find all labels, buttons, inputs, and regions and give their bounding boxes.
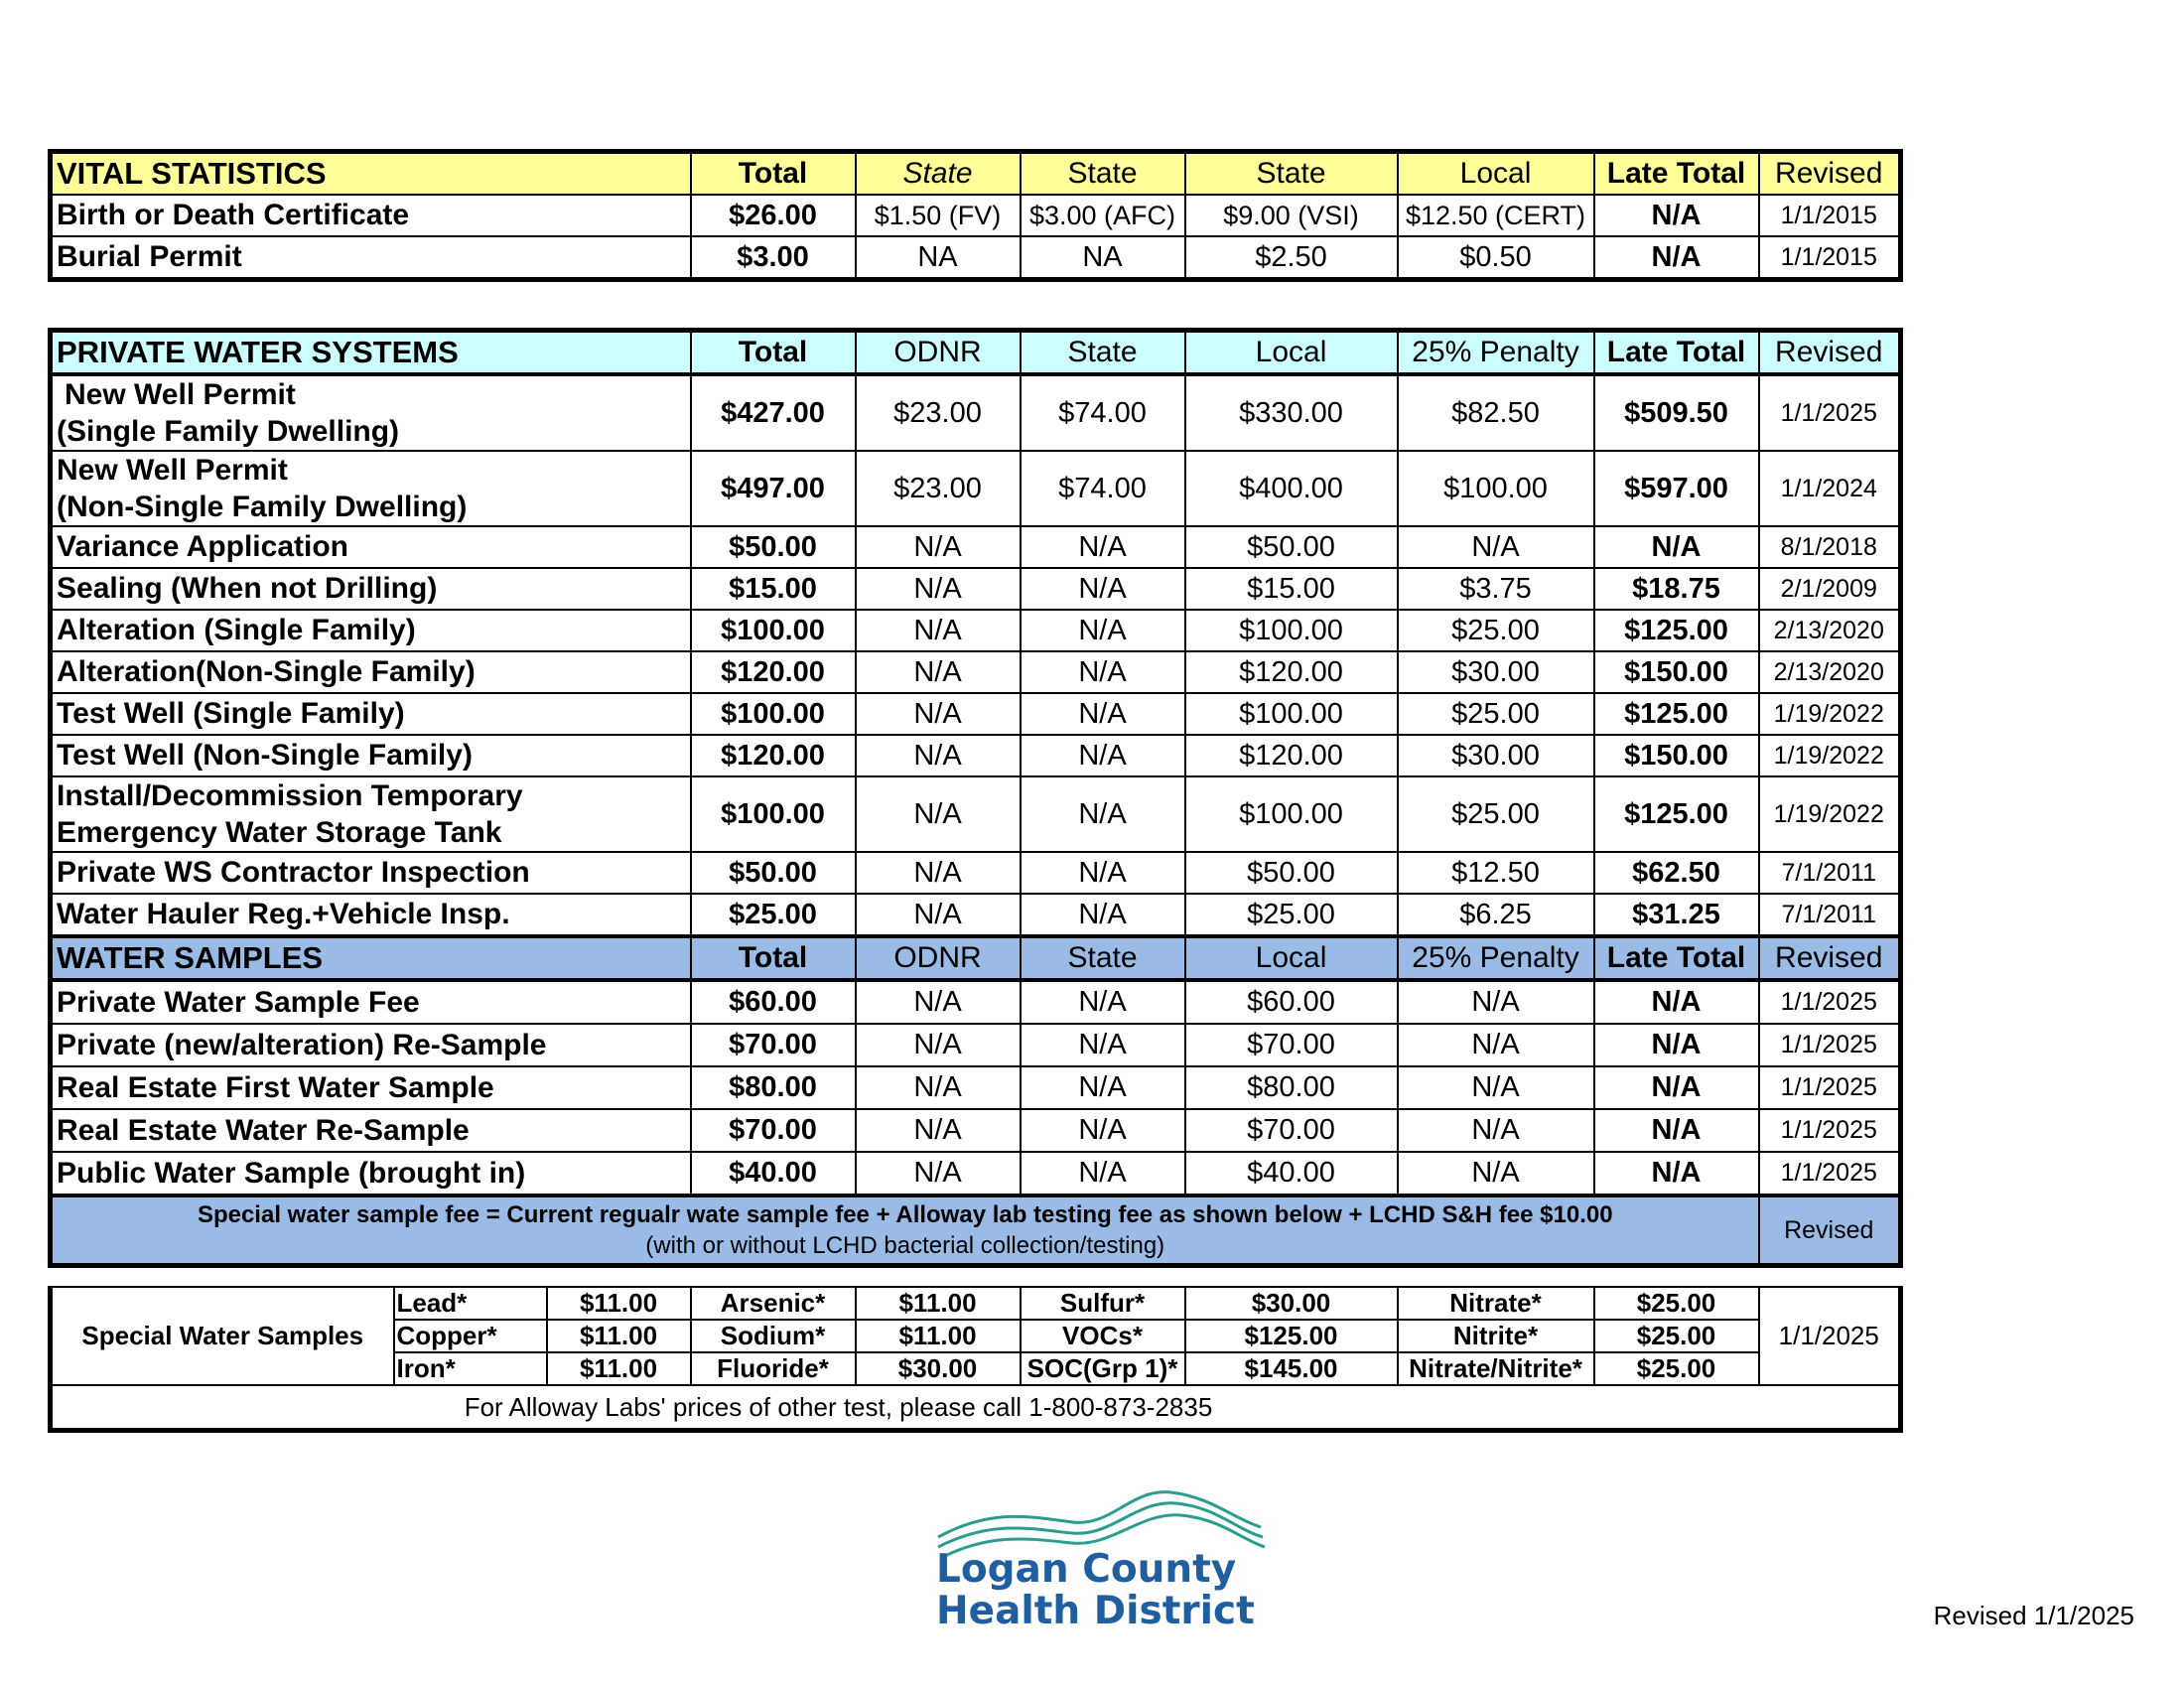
test-name: SOC(Grp 1)* <box>1021 1352 1185 1385</box>
cell-penalty: $25.00 <box>1398 693 1594 735</box>
cell-total: $497.00 <box>691 451 856 526</box>
header-state: State <box>1021 152 1185 196</box>
cell-penalty: $3.75 <box>1398 568 1594 610</box>
cell-odnr: N/A <box>856 693 1021 735</box>
alloway-note-row <box>51 1385 1901 1431</box>
table-row <box>51 693 1901 735</box>
cell-total: $70.00 <box>691 1109 856 1152</box>
header-state: State <box>856 152 1021 196</box>
cell-local: $70.00 <box>1185 1024 1398 1066</box>
cell-late-total: N/A <box>1594 195 1759 236</box>
header-state: State <box>1021 936 1185 980</box>
special-revised-label: Revised <box>1759 1196 1901 1266</box>
cell-date: 1/19/2022 <box>1759 693 1901 735</box>
cell-date: 2/13/2020 <box>1759 610 1901 651</box>
cell-state: N/A <box>1021 693 1185 735</box>
cell-local: $60.00 <box>1185 980 1398 1024</box>
cell-total: $427.00 <box>691 374 856 451</box>
test-name: Copper* <box>394 1320 547 1352</box>
table-row <box>51 651 1901 693</box>
cell-state: N/A <box>1021 651 1185 693</box>
private-water-systems-table <box>48 328 1903 1268</box>
cell-late-total: $125.00 <box>1594 610 1759 651</box>
cell-state: N/A <box>1021 894 1185 936</box>
test-price: $145.00 <box>1185 1352 1398 1385</box>
cell-late-total: N/A <box>1594 1066 1759 1109</box>
row-name-line2: (Non-Single Family Dwelling) <box>57 491 468 523</box>
test-name: Nitrate* <box>1398 1287 1594 1320</box>
test-price: $11.00 <box>547 1352 691 1385</box>
logo-line2: Health District <box>936 1589 1255 1633</box>
cell-total: $15.00 <box>691 568 856 610</box>
cell-date: 1/1/2025 <box>1759 1024 1901 1066</box>
cell-late-total: N/A <box>1594 1109 1759 1152</box>
cell-local: $100.00 <box>1185 693 1398 735</box>
cell-value: $2.50 <box>1185 236 1398 280</box>
test-name: Nitrate/Nitrite* <box>1398 1352 1594 1385</box>
logo-text <box>936 1549 1255 1632</box>
cell-state: N/A <box>1021 526 1185 568</box>
header-late-total: Late Total <box>1594 152 1759 196</box>
alloway-labs-note: For Alloway Labs' prices of other test, please call 1-800-873-2835 <box>51 1385 1901 1431</box>
table-row <box>51 980 1901 1024</box>
cell-late-total: N/A <box>1594 236 1759 280</box>
row-name <box>51 451 691 526</box>
cell-state: N/A <box>1021 852 1185 894</box>
cell-local: $120.00 <box>1185 651 1398 693</box>
row-name: Sealing (When not Drilling) <box>51 568 691 610</box>
cell-odnr: N/A <box>856 651 1021 693</box>
cell-date: 1/1/2015 <box>1759 195 1901 236</box>
test-name: Nitrite* <box>1398 1320 1594 1352</box>
row-name: Alteration(Non-Single Family) <box>51 651 691 693</box>
table-row <box>51 568 1901 610</box>
test-name: VOCs* <box>1021 1320 1185 1352</box>
cell-penalty: $30.00 <box>1398 651 1594 693</box>
cell-total: $26.00 <box>691 195 856 236</box>
cell-date: 1/1/2025 <box>1759 1109 1901 1152</box>
cell-late-total: $150.00 <box>1594 651 1759 693</box>
cell-value: NA <box>1021 236 1185 280</box>
vital-header-row <box>51 152 1901 196</box>
cell-total: $80.00 <box>691 1066 856 1109</box>
cell-local: $100.00 <box>1185 776 1398 852</box>
row-name <box>51 776 691 852</box>
cell-state: $74.00 <box>1021 451 1185 526</box>
test-price: $125.00 <box>1185 1320 1398 1352</box>
header-late-total: Late Total <box>1594 936 1759 980</box>
cell-local: $80.00 <box>1185 1066 1398 1109</box>
header-revised: Revised <box>1759 152 1901 196</box>
cell-odnr: N/A <box>856 776 1021 852</box>
header-state: State <box>1185 152 1398 196</box>
cell-date: 1/1/2025 <box>1759 1152 1901 1196</box>
table-row <box>51 236 1901 280</box>
cell-late-total: $125.00 <box>1594 693 1759 735</box>
cell-date: 1/1/2025 <box>1759 1066 1901 1109</box>
test-name: Fluoride* <box>691 1352 856 1385</box>
cell-odnr: N/A <box>856 526 1021 568</box>
cell-value: NA <box>856 236 1021 280</box>
cell-local: $400.00 <box>1185 451 1398 526</box>
cell-late-total: $18.75 <box>1594 568 1759 610</box>
row-name <box>51 374 691 451</box>
header-odnr: ODNR <box>856 331 1021 375</box>
pws-header-row <box>51 331 1901 375</box>
row-name: Real Estate First Water Sample <box>51 1066 691 1109</box>
pws-title: PRIVATE WATER SYSTEMS <box>51 331 691 375</box>
logo-line1: Logan County <box>936 1547 1237 1592</box>
test-name: Iron* <box>394 1352 547 1385</box>
cell-date: 1/1/2024 <box>1759 451 1901 526</box>
cell-penalty: $6.25 <box>1398 894 1594 936</box>
cell-state: N/A <box>1021 1152 1185 1196</box>
row-name: Private Water Sample Fee <box>51 980 691 1024</box>
cell-date: 1/19/2022 <box>1759 735 1901 776</box>
cell-date: 7/1/2011 <box>1759 852 1901 894</box>
row-name: Variance Application <box>51 526 691 568</box>
cell-total: $25.00 <box>691 894 856 936</box>
cell-late-total: N/A <box>1594 526 1759 568</box>
cell-state: N/A <box>1021 1024 1185 1066</box>
header-total: Total <box>691 152 856 196</box>
header-local: Local <box>1185 936 1398 980</box>
test-price: $11.00 <box>547 1320 691 1352</box>
row-name: Real Estate Water Re-Sample <box>51 1109 691 1152</box>
cell-state: N/A <box>1021 568 1185 610</box>
cell-total: $70.00 <box>691 1024 856 1066</box>
table-row <box>51 894 1901 936</box>
water-samples-title: WATER SAMPLES <box>51 936 691 980</box>
table-row <box>51 195 1901 236</box>
table-row <box>51 610 1901 651</box>
cell-local: $100.00 <box>1185 610 1398 651</box>
cell-local: $50.00 <box>1185 526 1398 568</box>
row-name: Alteration (Single Family) <box>51 610 691 651</box>
table-row <box>51 776 1901 852</box>
cell-late-total: $125.00 <box>1594 776 1759 852</box>
cell-state: N/A <box>1021 1066 1185 1109</box>
cell-state: N/A <box>1021 735 1185 776</box>
cell-odnr: $23.00 <box>856 451 1021 526</box>
special-fee-note <box>51 1196 1759 1266</box>
cell-penalty: N/A <box>1398 526 1594 568</box>
cell-late-total: N/A <box>1594 1024 1759 1066</box>
cell-odnr: N/A <box>856 1152 1021 1196</box>
cell-odnr: N/A <box>856 1024 1021 1066</box>
test-name: Sodium* <box>691 1320 856 1352</box>
cell-state: N/A <box>1021 1109 1185 1152</box>
cell-total: $100.00 <box>691 693 856 735</box>
cell-value: $3.00 (AFC) <box>1021 195 1185 236</box>
row-name-line1: Install/Decommission Temporary <box>57 779 523 812</box>
header-total: Total <box>691 331 856 375</box>
test-price: $25.00 <box>1594 1320 1759 1352</box>
table-row <box>51 852 1901 894</box>
header-penalty: 25% Penalty <box>1398 331 1594 375</box>
cell-local: $50.00 <box>1185 852 1398 894</box>
table-row <box>51 735 1901 776</box>
special-note-row <box>51 1196 1901 1266</box>
special-water-samples-table <box>48 1286 1903 1433</box>
cell-total: $50.00 <box>691 526 856 568</box>
cell-local: $40.00 <box>1185 1152 1398 1196</box>
test-price: $11.00 <box>856 1320 1021 1352</box>
cell-penalty: N/A <box>1398 1024 1594 1066</box>
test-name: Arsenic* <box>691 1287 856 1320</box>
cell-value: $12.50 (CERT) <box>1398 195 1594 236</box>
cell-date: 2/13/2020 <box>1759 651 1901 693</box>
cell-penalty: N/A <box>1398 1109 1594 1152</box>
cell-late-total: N/A <box>1594 980 1759 1024</box>
cell-late-total: $150.00 <box>1594 735 1759 776</box>
cell-penalty: $100.00 <box>1398 451 1594 526</box>
cell-state: N/A <box>1021 980 1185 1024</box>
row-name: Private (new/alteration) Re-Sample <box>51 1024 691 1066</box>
cell-odnr: N/A <box>856 980 1021 1024</box>
cell-odnr: N/A <box>856 1109 1021 1152</box>
header-odnr: ODNR <box>856 936 1021 980</box>
cell-odnr: N/A <box>856 568 1021 610</box>
header-total: Total <box>691 936 856 980</box>
cell-total: $100.00 <box>691 776 856 852</box>
row-name-line1: New Well Permit <box>57 454 288 487</box>
cell-penalty: $25.00 <box>1398 610 1594 651</box>
cell-odnr: N/A <box>856 1066 1021 1109</box>
cell-odnr: N/A <box>856 735 1021 776</box>
row-name: Birth or Death Certificate <box>51 195 691 236</box>
vital-statistics-table <box>48 149 1903 282</box>
cell-local: $70.00 <box>1185 1109 1398 1152</box>
test-price: $11.00 <box>856 1287 1021 1320</box>
cell-odnr: N/A <box>856 610 1021 651</box>
header-local: Local <box>1398 152 1594 196</box>
header-revised: Revised <box>1759 331 1901 375</box>
cell-late-total: N/A <box>1594 1152 1759 1196</box>
cell-late-total: $509.50 <box>1594 374 1759 451</box>
cell-penalty: $30.00 <box>1398 735 1594 776</box>
cell-state: N/A <box>1021 610 1185 651</box>
header-revised: Revised <box>1759 936 1901 980</box>
table-row <box>51 1109 1901 1152</box>
cell-state: N/A <box>1021 776 1185 852</box>
row-name: Private WS Contractor Inspection <box>51 852 691 894</box>
table-row <box>51 1152 1901 1196</box>
cell-penalty: $82.50 <box>1398 374 1594 451</box>
cell-local: $15.00 <box>1185 568 1398 610</box>
cell-state: $74.00 <box>1021 374 1185 451</box>
row-name: Public Water Sample (brought in) <box>51 1152 691 1196</box>
table-row <box>51 1024 1901 1066</box>
test-price: $11.00 <box>547 1287 691 1320</box>
cell-date: 7/1/2011 <box>1759 894 1901 936</box>
cell-date: 8/1/2018 <box>1759 526 1901 568</box>
row-name-line2: (Single Family Dwelling) <box>57 415 400 448</box>
test-price: $25.00 <box>1594 1287 1759 1320</box>
cell-value: $0.50 <box>1398 236 1594 280</box>
cell-date: 1/1/2025 <box>1759 980 1901 1024</box>
cell-odnr: N/A <box>856 852 1021 894</box>
vital-title: VITAL STATISTICS <box>51 152 691 196</box>
cell-date: 1/1/2025 <box>1759 374 1901 451</box>
page-revised-date: Revised 1/1/2025 <box>1933 1601 2134 1630</box>
cell-penalty: N/A <box>1398 980 1594 1024</box>
special-date: 1/1/2025 <box>1759 1287 1901 1385</box>
row-name: Water Hauler Reg.+Vehicle Insp. <box>51 894 691 936</box>
water-samples-header-row <box>51 936 1901 980</box>
cell-total: $3.00 <box>691 236 856 280</box>
cell-total: $50.00 <box>691 852 856 894</box>
special-fee-note-line2: (with or without LCHD bacterial collection/testing) <box>645 1232 1165 1259</box>
cell-odnr: $23.00 <box>856 374 1021 451</box>
cell-local: $330.00 <box>1185 374 1398 451</box>
cell-total: $40.00 <box>691 1152 856 1196</box>
table-row <box>51 1066 1901 1109</box>
special-fee-note-line1: Special water sample fee = Current regualr wate sample fee + Alloway lab testing fee as shown below + LCHD S&H fee $10.00 <box>197 1201 1613 1228</box>
cell-odnr: N/A <box>856 894 1021 936</box>
table-row <box>51 526 1901 568</box>
test-price: $30.00 <box>856 1352 1021 1385</box>
cell-total: $100.00 <box>691 610 856 651</box>
header-state: State <box>1021 331 1185 375</box>
test-name: Sulfur* <box>1021 1287 1185 1320</box>
cell-date: 1/1/2015 <box>1759 236 1901 280</box>
cell-penalty: N/A <box>1398 1066 1594 1109</box>
header-penalty: 25% Penalty <box>1398 936 1594 980</box>
row-name: Burial Permit <box>51 236 691 280</box>
header-late-total: Late Total <box>1594 331 1759 375</box>
cell-value: $1.50 (FV) <box>856 195 1021 236</box>
cell-late-total: $597.00 <box>1594 451 1759 526</box>
cell-total: $120.00 <box>691 651 856 693</box>
row-name: Test Well (Non-Single Family) <box>51 735 691 776</box>
cell-local: $120.00 <box>1185 735 1398 776</box>
cell-late-total: $62.50 <box>1594 852 1759 894</box>
test-price: $25.00 <box>1594 1352 1759 1385</box>
cell-penalty: N/A <box>1398 1152 1594 1196</box>
row-name: Test Well (Single Family) <box>51 693 691 735</box>
special-water-samples-label: Special Water Samples <box>51 1287 394 1385</box>
cell-local: $25.00 <box>1185 894 1398 936</box>
table-row <box>51 451 1901 526</box>
test-price: $30.00 <box>1185 1287 1398 1320</box>
row-name-line1: New Well Permit <box>65 378 296 411</box>
row-name-line2: Emergency Water Storage Tank <box>57 816 502 849</box>
cell-late-total: $31.25 <box>1594 894 1759 936</box>
cell-total: $120.00 <box>691 735 856 776</box>
special-row <box>51 1287 1901 1320</box>
cell-date: 1/19/2022 <box>1759 776 1901 852</box>
test-name: Lead* <box>394 1287 547 1320</box>
cell-value: $9.00 (VSI) <box>1185 195 1398 236</box>
cell-penalty: $12.50 <box>1398 852 1594 894</box>
header-local: Local <box>1185 331 1398 375</box>
cell-total: $60.00 <box>691 980 856 1024</box>
cell-penalty: $25.00 <box>1398 776 1594 852</box>
cell-date: 2/1/2009 <box>1759 568 1901 610</box>
table-row <box>51 374 1901 451</box>
